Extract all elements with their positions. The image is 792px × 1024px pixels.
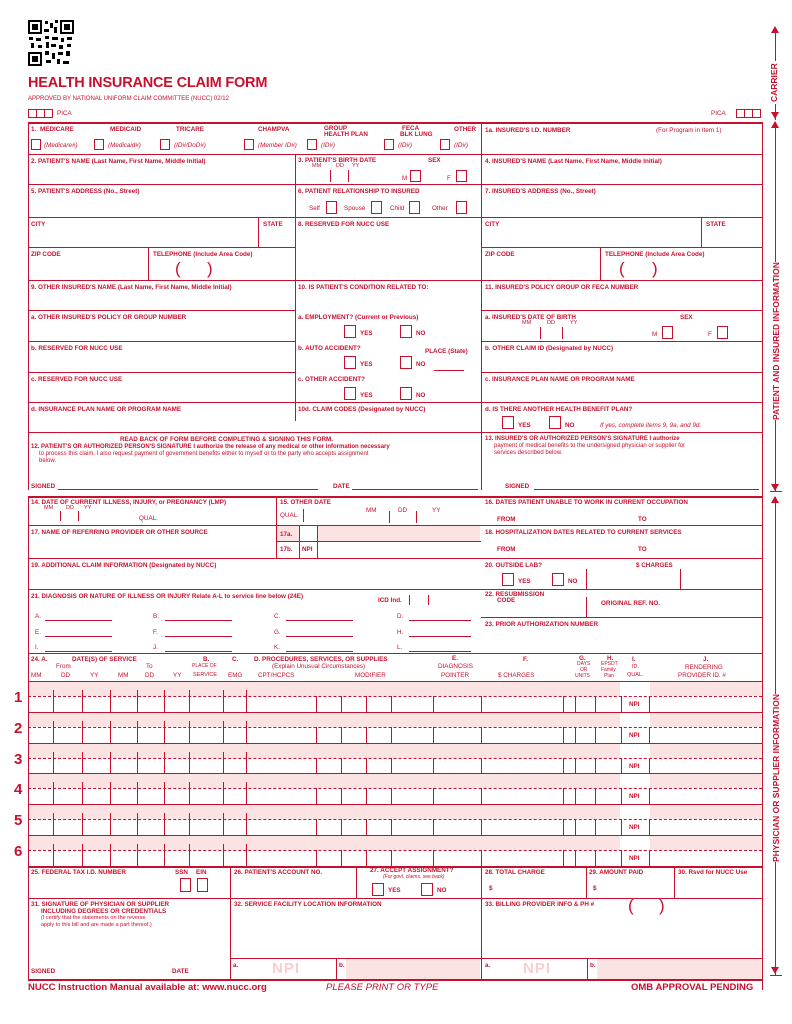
icd-ind-label: ICD Ind.	[378, 597, 402, 604]
field-15-dd: DD	[398, 507, 408, 514]
field-9c-label: c. RESERVED FOR NUCC USE	[31, 376, 123, 383]
field-32b-input[interactable]	[346, 960, 478, 978]
field-24g-days: DAYS	[577, 661, 591, 667]
medicare-checkbox[interactable]	[31, 139, 41, 150]
field-18-label: 18. HOSPITALIZATION DATES RELATED TO CURRENT SERVICES	[485, 529, 682, 536]
service-line-npi-label: NPI	[629, 824, 640, 832]
field-31-text-3: (I certify that the statements on the reverse	[41, 915, 146, 921]
auto-place-input[interactable]	[434, 358, 464, 371]
side-label-patient: PATIENT AND INSURED INFORMATION	[771, 262, 781, 420]
service-line-number: 5	[14, 812, 23, 830]
field-25-input[interactable]	[30, 878, 170, 894]
field-15-qual: QUAL.	[280, 512, 299, 519]
patient-state-input[interactable]	[260, 229, 293, 245]
insured-sex-f-checkbox[interactable]	[717, 326, 728, 339]
field-5-input[interactable]	[30, 196, 292, 214]
rel-child-checkbox[interactable]	[409, 201, 420, 214]
pica-box-right-3[interactable]	[752, 109, 761, 118]
field-11-input[interactable]	[484, 292, 759, 308]
field-12-text-2: to process this claim. I also request payment of government benefits either to myself or to the party who accepts assignment	[39, 451, 369, 457]
service-line-input[interactable]	[30, 697, 620, 711]
field-11a-yy: YY	[570, 320, 578, 326]
diag-e-input[interactable]	[45, 626, 112, 636]
auto-yes-label: YES	[360, 361, 373, 368]
insured-sex-m-checkbox[interactable]	[662, 326, 673, 339]
champva-checkbox[interactable]	[244, 139, 254, 150]
field-24a-mm2: MM	[118, 672, 129, 679]
another-plan-yes-checkbox[interactable]	[502, 416, 514, 429]
service-line-input[interactable]	[30, 820, 620, 834]
other-accident-no-checkbox[interactable]	[400, 387, 412, 400]
zip2-label: ZIP CODE	[485, 251, 515, 258]
feca-checkbox[interactable]	[384, 139, 394, 150]
state-label: STATE	[263, 221, 283, 228]
field-28-dollar: $	[489, 885, 493, 892]
field-12-text-1: 12. PATIENT'S OR AUTHORIZED PERSON'S SIGNATURE I authorize the release of any medical or other information necessary	[31, 444, 390, 450]
field-31-text-1: 31. SIGNATURE OF PHYSICIAN OR SUPPLIER	[31, 901, 170, 908]
insured-phone-input[interactable]	[662, 259, 759, 277]
field-24i-id: ID.	[632, 664, 640, 670]
footer-instruction: NUCC Instruction Manual available at: www.nucc.org	[28, 982, 267, 993]
field-24d-explain: (Explain Unusual Circumstances)	[272, 663, 366, 670]
field-2-label: 2. PATIENT'S NAME (Last Name, First Name, Middle Initial)	[31, 158, 206, 165]
field-30-label: 30. Rsvd for NUCC Use	[678, 869, 748, 876]
field-10d-label: 10d. CLAIM CODES (Designated by NUCC)	[298, 406, 426, 413]
ssn-checkbox[interactable]	[180, 878, 191, 892]
feca-label: FECA	[402, 125, 420, 132]
field-17b-label: 17b.	[280, 546, 293, 553]
field-11a-m: M	[652, 331, 658, 338]
patient-city-input[interactable]	[30, 229, 255, 245]
field-13-text-1: 13. INSURED'S OR AUTHORIZED PERSON'S SIGNATURE I authorize	[485, 436, 680, 442]
pica-label-left: PICA	[57, 110, 72, 117]
item1-number: 1.	[31, 126, 37, 133]
field-11-label: 11. INSURED'S POLICY GROUP OR FECA NUMBER	[485, 284, 639, 291]
field-13-text-3: services described below.	[494, 450, 563, 456]
field-1a-input[interactable]	[484, 134, 759, 152]
group-label-2: HEALTH PLAN	[324, 131, 368, 138]
diag-h-label: H.	[397, 629, 404, 636]
field-33-input[interactable]	[484, 914, 759, 956]
group-label: GROUP	[324, 125, 348, 132]
field-24d-label: D. PROCEDURES, SERVICES, OR SUPPLIES	[254, 656, 388, 663]
diag-f-label: F.	[153, 629, 158, 636]
auto-yes-checkbox[interactable]	[344, 356, 356, 369]
employment-no-checkbox[interactable]	[400, 325, 412, 338]
medicaid-checkbox[interactable]	[94, 139, 104, 150]
field-24g-units: UNITS	[575, 673, 590, 679]
service-line-number: 4	[14, 781, 23, 799]
field-11d-label: d. IS THERE ANOTHER HEALTH BENEFIT PLAN?	[485, 406, 633, 413]
diag-h-input[interactable]	[409, 626, 471, 636]
service-line-input[interactable]	[30, 851, 620, 865]
field-11a-mm: MM	[522, 320, 532, 326]
field-24f-label: F.	[523, 656, 528, 663]
field-21-label: 21. DIAGNOSIS OR NATURE OF ILLNESS OR INJURY Relate A-L to service line below (24E)	[31, 593, 304, 600]
field-1a-note: (For Program in Item 1)	[656, 127, 722, 134]
diag-a-label: A.	[35, 613, 41, 620]
field-20-charges: $ CHARGES	[636, 562, 673, 569]
assignment-yes-checkbox[interactable]	[372, 883, 384, 896]
field-11c-label: c. INSURANCE PLAN NAME OR PROGRAM NAME	[485, 376, 635, 383]
date-label: DATE	[333, 483, 350, 490]
other-accident-yes-checkbox[interactable]	[344, 387, 356, 400]
field-3-f: F	[447, 175, 451, 182]
assignment-no-label: NO	[437, 887, 447, 894]
other-id-note: (ID#)	[454, 142, 468, 149]
field-3-mm: MM	[312, 163, 322, 169]
service-line-npi-label: NPI	[629, 731, 640, 739]
field-32b-label: b.	[339, 962, 345, 969]
pica-box-left-3[interactable]	[44, 109, 53, 118]
diag-b-label: B.	[153, 613, 159, 620]
field-17-input[interactable]	[30, 537, 275, 555]
field-31-text-4: apply to this bill and are made a part thereof.)	[41, 922, 152, 928]
field-17-label: 17. NAME OF REFERRING PROVIDER OR OTHER SOURCE	[31, 529, 208, 536]
rel-spouse-checkbox[interactable]	[371, 201, 382, 214]
employment-no-label: NO	[416, 330, 426, 337]
field-24a-yy2: YY	[173, 672, 182, 679]
diag-j-input[interactable]	[165, 641, 232, 651]
group-id-note: (ID#)	[321, 142, 335, 149]
field-24h-plan: Plan	[604, 673, 615, 679]
outside-lab-yes-label: YES	[518, 578, 531, 585]
ein-checkbox[interactable]	[197, 878, 208, 892]
field-29-label: 29. AMOUNT PAID	[589, 869, 644, 876]
field-3-label: 3. PATIENT'S BIRTH DATE	[298, 157, 377, 164]
service-line-npi-label: NPI	[629, 855, 640, 862]
field-32a-npi-watermark: NPI	[272, 960, 301, 977]
medicaid-id-note: (Medicaid#)	[108, 142, 141, 149]
field-24b-place: PLACE OF	[192, 663, 217, 669]
diag-d-input[interactable]	[409, 610, 471, 620]
field-33b-label: b.	[590, 962, 596, 969]
field-7-label: 7. INSURED'S ADDRESS (No., Street)	[485, 188, 596, 195]
service-line-number: 1	[14, 689, 23, 706]
field-14-yy: YY	[84, 505, 92, 511]
service-line-input[interactable]	[30, 759, 620, 773]
outside-lab-yes-checkbox[interactable]	[502, 573, 514, 586]
field-8-label: 8. RESERVED FOR NUCC USE	[298, 221, 390, 228]
field-24a-mm: MM	[31, 672, 42, 679]
field-32-label: 32. SERVICE FACILITY LOCATION INFORMATION	[234, 901, 382, 908]
field-4-input[interactable]	[484, 166, 759, 182]
field-25-ssn: SSN	[175, 869, 188, 876]
field-26-label: 26. PATIENT'S ACCOUNT NO.	[234, 869, 323, 876]
field-3-yy: YY	[352, 163, 360, 169]
field-14-mm: MM	[44, 505, 54, 511]
auto-no-checkbox[interactable]	[400, 356, 412, 369]
field-5-label: 5. PATIENT'S ADDRESS (No., Street)	[31, 188, 140, 195]
field-14-qual: QUAL.	[139, 515, 158, 522]
employment-yes-label: YES	[360, 330, 373, 337]
feca-id-note: (ID#)	[398, 142, 412, 149]
service-line-npi-label: NPI	[629, 701, 640, 708]
field-16-from: FROM	[497, 516, 516, 523]
rel-self-label: Self	[309, 205, 320, 212]
form-title: HEALTH INSURANCE CLAIM FORM	[28, 75, 268, 91]
field-18-to: TO	[638, 546, 647, 553]
field-24h-family: Family	[601, 667, 616, 673]
assignment-no-checkbox[interactable]	[421, 883, 433, 896]
another-plan-no-checkbox[interactable]	[549, 416, 561, 429]
field-2-input[interactable]	[30, 166, 292, 182]
field-10-label: 10. IS PATIENT'S CONDITION RELATED TO:	[298, 284, 429, 291]
field-29-input[interactable]	[601, 878, 671, 894]
insured-zip-input[interactable]	[484, 259, 597, 277]
field-10c-label: c. OTHER ACCIDENT?	[298, 376, 365, 383]
service-line-number: 3	[14, 750, 23, 768]
field-24i-qual: QUAL.	[627, 672, 644, 678]
field-3-m: M	[402, 175, 408, 182]
field-24g-or: OR	[580, 667, 588, 673]
patient-zip-input[interactable]	[30, 259, 145, 277]
outside-lab-no-checkbox[interactable]	[552, 573, 564, 586]
field-24a-dates: DATE(S) OF SERVICE	[72, 656, 137, 663]
field-24c-label: C.	[232, 656, 239, 663]
field-11a-dd: DD	[547, 320, 555, 326]
field-24c-emg: EMG	[228, 672, 243, 679]
feca-label-2: BLK LUNG	[400, 131, 433, 138]
field-10b-place: PLACE (State)	[425, 348, 468, 355]
field-32-input[interactable]	[233, 910, 478, 956]
group-checkbox[interactable]	[307, 139, 317, 150]
field-24j-provider: PROVIDER ID. #	[678, 672, 726, 679]
field-10a-label: a. EMPLOYMENT? (Current or Previous)	[298, 314, 419, 321]
auto-no-label: NO	[416, 361, 426, 368]
field-6-label: 6. PATIENT RELATIONSHIP TO INSURED	[298, 188, 420, 195]
diag-d-label: D.	[397, 613, 404, 620]
field-24j-rendering: RENDERING	[685, 664, 723, 671]
other-label: OTHER	[454, 126, 477, 133]
field-15-yy: YY	[432, 507, 441, 514]
field-24d-cpt: CPT/HCPCS	[258, 672, 295, 679]
field-13-text-2: payment of medical benefits to the undersigned physician or supplier for	[494, 443, 686, 449]
field-25-ein: EIN	[196, 869, 207, 876]
rel-spouse-label: Spouse	[344, 205, 366, 212]
diag-g-label: G.	[274, 629, 281, 636]
field-24a-from: From	[56, 663, 71, 670]
field-7-input[interactable]	[484, 196, 759, 214]
insured-city-input[interactable]	[484, 229, 698, 245]
side-label-carrier: CARRIER	[769, 63, 779, 102]
field-19-label: 19. ADDITIONAL CLAIM INFORMATION (Designated by NUCC)	[31, 562, 217, 569]
field-31-signed: SIGNED	[31, 968, 56, 975]
diag-f-input[interactable]	[165, 626, 232, 636]
field-24a-yy: YY	[90, 672, 99, 679]
field-31-signature-input[interactable]	[30, 935, 227, 963]
field-10b-label: b. AUTO ACCIDENT?	[298, 345, 361, 352]
diag-j-label: J.	[153, 644, 158, 651]
field-16-to: TO	[638, 516, 647, 523]
city2-label: CITY	[485, 221, 500, 228]
field-24a-dd: DD	[61, 672, 71, 679]
field-24g-label: G.	[579, 655, 586, 662]
field-24h-epsdt: EPSDT	[601, 661, 618, 667]
field-24a-dd2: DD	[145, 672, 155, 679]
field-17b-npi: NPI	[302, 546, 313, 553]
tricare-id-note: (ID#/DoD#)	[174, 142, 206, 149]
field-14-dd: DD	[66, 505, 74, 511]
diag-l-input[interactable]	[409, 641, 471, 651]
field-1a-label: 1a. INSURED'S I.D. NUMBER	[485, 127, 571, 134]
service-line-number: 2	[14, 719, 23, 737]
service-line-input[interactable]	[30, 789, 620, 803]
champva-id-note: (Member ID#)	[258, 142, 297, 149]
field-9b-label: b. RESERVED FOR NUCC USE	[31, 345, 123, 352]
medicaid-label: MEDICAID	[110, 126, 142, 133]
employment-yes-checkbox[interactable]	[344, 325, 356, 338]
field-33a-npi-watermark: NPI	[523, 960, 552, 977]
medicare-id-note: (Medicare#)	[44, 142, 78, 149]
qr-code	[28, 20, 74, 66]
field-28-label: 28. TOTAL CHARGE	[485, 869, 545, 876]
signed2-label: SIGNED	[505, 483, 530, 490]
sex-f-checkbox[interactable]	[456, 170, 467, 182]
field-11d-note: If yes, complete items 9, 9a, and 9d.	[600, 422, 702, 429]
insured-state-input[interactable]	[703, 229, 759, 245]
field-33a-input[interactable]	[492, 960, 585, 978]
field-32a-label: a.	[233, 962, 239, 969]
field-19-input[interactable]	[30, 570, 478, 586]
field-9a-input[interactable]	[30, 322, 292, 338]
patient-phone-input[interactable]	[184, 259, 292, 277]
service-line-npi-label: NPI	[629, 762, 640, 770]
field-3-sex: SEX	[428, 157, 441, 164]
diag-g-input[interactable]	[286, 626, 353, 636]
field-23-input[interactable]	[484, 629, 759, 649]
approval-note: APPROVED BY NATIONAL UNIFORM CLAIM COMMITTEE (NUCC) 02/12	[28, 96, 229, 102]
medicare-label: MEDICARE	[40, 126, 74, 133]
footer-print: PLEASE PRINT OR TYPE	[326, 982, 439, 993]
field-24i-label: I.	[632, 656, 636, 663]
field-24e-pointer: POINTER	[441, 672, 469, 679]
field-23-label: 23. PRIOR AUTHORIZATION NUMBER	[485, 621, 598, 628]
field-24b-label: B.	[203, 656, 210, 663]
diag-k-label: K.	[274, 644, 280, 651]
another-plan-yes-label: YES	[518, 422, 531, 429]
other-accident-no-label: NO	[416, 392, 426, 399]
zip-label: ZIP CODE	[31, 251, 61, 258]
field-15-mm: MM	[366, 507, 377, 514]
diag-a-input[interactable]	[45, 610, 112, 620]
assignment-yes-label: YES	[388, 887, 401, 894]
field-14-label: 14. DATE OF CURRENT ILLNESS, INJURY, or PREGNANCY (LMP)	[31, 499, 227, 506]
field-25-label: 25. FEDERAL TAX I.D. NUMBER	[31, 869, 126, 876]
field-9-label: 9. OTHER INSURED'S NAME (Last Name, First Name, Middle Initial)	[31, 284, 232, 291]
diag-b-input[interactable]	[165, 610, 232, 620]
diag-i-label: I.	[35, 644, 39, 651]
diag-k-input[interactable]	[286, 641, 353, 651]
tricare-label: TRICARE	[176, 126, 204, 133]
rel-child-label: Child	[390, 205, 405, 212]
field-29-dollar: $	[593, 885, 597, 892]
telephone-label: TELEPHONE (Include Area Code)	[153, 251, 253, 258]
service-line-npi-label: NPI	[629, 793, 640, 801]
side-label-physician: PHYSICIAN OR SUPPLIER INFORMATION	[771, 694, 781, 862]
other-checkbox[interactable]	[440, 139, 450, 150]
field-24b-service: SERVICE	[193, 672, 218, 678]
field-11a-f: F	[708, 331, 712, 338]
field-3-dd: DD	[336, 163, 344, 169]
read-back-note: READ BACK OF FORM BEFORE COMPLETING & SIGNING THIS FORM.	[120, 436, 334, 443]
field-28-input[interactable]	[497, 878, 582, 894]
field-11a-sex: SEX	[680, 314, 693, 321]
another-plan-no-label: NO	[565, 422, 575, 429]
rel-other-label: Other	[432, 205, 448, 212]
tricare-checkbox[interactable]	[160, 139, 170, 150]
signed-label: SIGNED	[31, 483, 56, 490]
state2-label: STATE	[706, 221, 726, 228]
field-24f-charges: $ CHARGES	[498, 672, 535, 679]
field-18-from: FROM	[497, 546, 516, 553]
field-16-label: 16. DATES PATIENT UNABLE TO WORK IN CURRENT OCCUPATION	[485, 499, 688, 506]
field-31-date: DATE	[172, 968, 189, 975]
field-9d-label: d. INSURANCE PLAN NAME OR PROGRAM NAME	[31, 406, 182, 413]
field-31-text-2: INCLUDING DEGREES OR CREDENTIALS	[41, 908, 167, 915]
field-24j-label: J.	[703, 656, 709, 663]
rel-other-checkbox[interactable]	[456, 201, 467, 214]
field-22-orig: ORIGINAL REF. NO.	[601, 600, 661, 607]
field-20-label: 20. OUTSIDE LAB?	[485, 562, 543, 569]
other-accident-yes-label: YES	[360, 392, 373, 399]
field-17a-label: 17a.	[280, 531, 293, 538]
diag-l-label: L.	[397, 644, 403, 651]
field-24a-to: To	[146, 663, 153, 670]
field-24e-label: E.	[452, 655, 458, 662]
field-27-label: 27. ACCEPT ASSIGNMENT?	[370, 867, 454, 874]
footer-omb: OMB APPROVAL PENDING	[631, 982, 754, 993]
rel-self-checkbox[interactable]	[326, 201, 337, 214]
champva-label: CHAMPVA	[258, 126, 290, 133]
field-33b-input[interactable]	[597, 960, 759, 978]
diag-c-label: C.	[274, 613, 281, 620]
field-11b-input[interactable]	[484, 353, 759, 369]
service-line-input[interactable]	[30, 728, 620, 742]
diag-e-label: E.	[35, 629, 41, 636]
field-9-input[interactable]	[30, 292, 292, 308]
field-24d-modifier: MODIFIER	[355, 672, 386, 679]
outside-lab-no-label: NO	[568, 578, 578, 585]
field-22-label: 22. RESUBMISSION	[485, 591, 545, 598]
diag-i-input[interactable]	[45, 641, 112, 651]
service-line-number: 6	[14, 843, 23, 860]
field-12-text-3: below.	[39, 458, 57, 464]
diag-c-input[interactable]	[286, 610, 353, 620]
city-label: CITY	[31, 221, 46, 228]
telephone2-label: TELEPHONE (Include Area Code)	[605, 251, 705, 258]
field-32a-input[interactable]	[240, 960, 334, 978]
field-26-input[interactable]	[233, 878, 353, 894]
field-9a-label: a. OTHER INSURED'S POLICY OR GROUP NUMBER	[31, 314, 187, 321]
field-24h-label: H.	[607, 655, 614, 662]
field-33-label: 33. BILLING PROVIDER INFO & PH #	[485, 901, 595, 908]
sex-m-checkbox[interactable]	[410, 170, 421, 182]
field-4-label: 4. INSURED'S NAME (Last Name, First Name, Middle Initial)	[485, 158, 662, 165]
field-11b-label: b. OTHER CLAIM ID (Designated by NUCC)	[485, 345, 614, 352]
field-22-code: CODE	[497, 597, 516, 604]
field-24e-diagnosis: DIAGNOSIS	[438, 663, 473, 670]
field-33a-label: a.	[485, 962, 491, 969]
field-24a-label: 24. A.	[31, 656, 48, 663]
field-27-note: (For govt. claims, see back)	[383, 874, 445, 880]
pica-label-right: PICA	[711, 110, 726, 117]
field-11c-input[interactable]	[484, 384, 759, 400]
field-15-label: 15. OTHER DATE	[280, 499, 331, 506]
field-11a-label: a. INSURED'S DATE OF BIRTH	[485, 314, 576, 321]
